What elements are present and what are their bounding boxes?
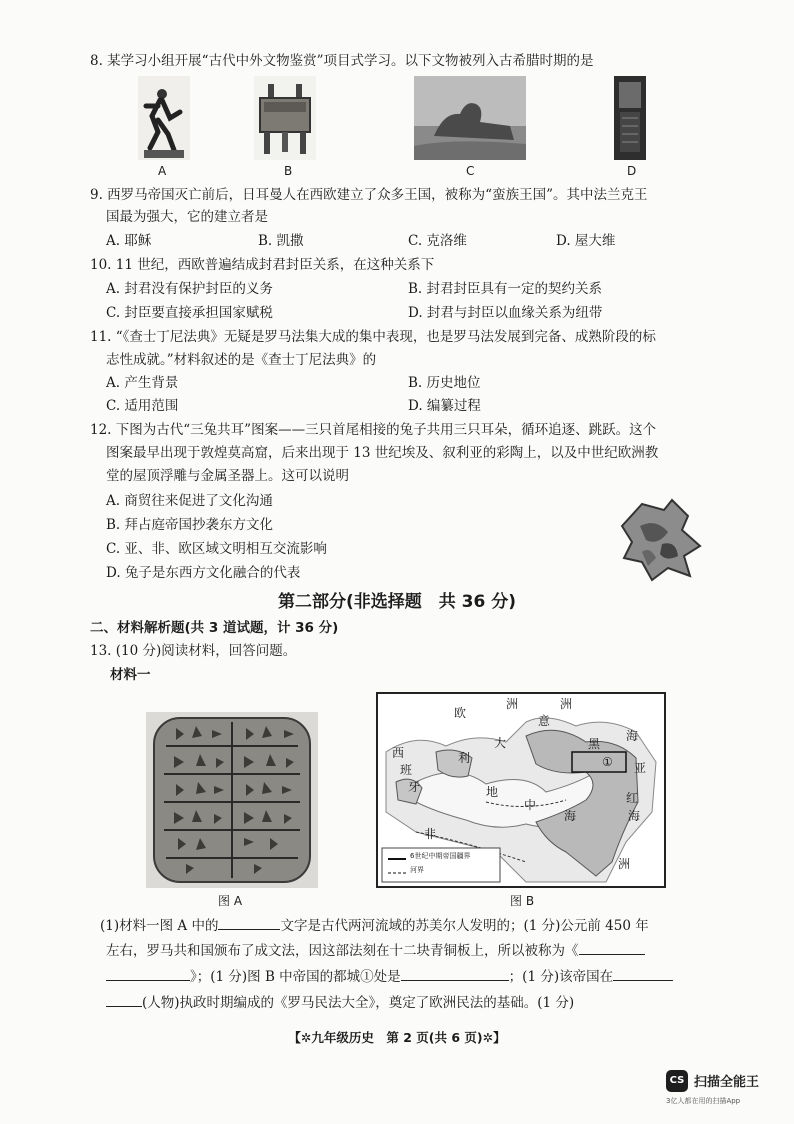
q13-1-text-e: ；(1 分)该帝国在: [508, 969, 614, 985]
sphinx-image: [414, 76, 526, 160]
page-footer: 【✲九年级历史 第 2 页(共 6 页)✲】: [288, 1030, 506, 1045]
map-label-hai3: 海: [628, 809, 641, 823]
q13-1-line4: [106, 992, 574, 1012]
q11-option-a: A. 产生背景: [106, 375, 179, 391]
stele-image: [614, 76, 646, 160]
answer-blank-script[interactable]: [218, 915, 280, 930]
q13-1-text-a: (1)材料一图 A 中的: [100, 918, 219, 934]
q13-1-text-d: 》；(1 分)图 B 中帝国的都城①处是: [190, 969, 401, 985]
figure-b-caption: 图 B: [510, 894, 535, 908]
map-label-yi: 意: [538, 714, 551, 728]
q9-option-b: B. 凯撒: [258, 233, 304, 249]
map-label-da: 大: [494, 736, 507, 750]
q8-stem: 8. 某学习小组开展“古代中外文物鉴赏”项目式学习。以下文物被列入古希腊时期的是: [90, 53, 594, 69]
q13-1-text-c: 左右，罗马共和国颁布了成文法，因这部法刻在十二块青铜板上，所以被称为《: [106, 943, 579, 959]
q9-option-a: A. 耶稣: [106, 233, 152, 249]
map-label-zhou: 洲: [560, 697, 573, 711]
q12-stem-line1: 12. 下图为古代“三兔共耳”图案——三只首尾相接的兔子共用三只耳朵，循环追逐、跳跃。这个: [90, 422, 657, 438]
map-legend-river: 河界: [410, 866, 424, 874]
bronze-ding-image: [254, 76, 316, 160]
q10-option-a: A. 封君没有保护封臣的义务: [106, 281, 273, 297]
map-legend-border: 6世纪中期帝国疆界: [410, 852, 471, 860]
watermark-title: 扫描全能王: [694, 1075, 760, 1090]
q9-stem-line2: 国最为强大，它的建立者是: [106, 209, 268, 225]
q13-1-line3: [106, 966, 673, 986]
q13-1-text-f: (人物)执政时期编成的《罗马民法大全》，奠定了欧洲民法的基础。(1 分): [142, 995, 575, 1011]
q12-stem-line3: 堂的屋顶浮雕与金属圣器上。这可以说明: [106, 468, 349, 484]
figure-a-caption: 图 A: [218, 894, 243, 908]
cs-logo-icon: CS: [666, 1070, 688, 1092]
q9-option-d: D. 屋大维: [556, 233, 616, 249]
q10-option-d: D. 封君与封臣以血缘关系为纽带: [408, 305, 603, 321]
map-label-zhou2: 洲: [618, 857, 631, 871]
q9-stem-line1: 9. 西罗马帝国灭亡前后，日耳曼人在西欧建立了众多王国，被称为“蛮族王国”。其中法兰克王: [90, 187, 648, 203]
answer-blank-ruler-part2[interactable]: [106, 992, 142, 1007]
q9-option-c: C. 克洛维: [408, 233, 467, 249]
map-label-zhong: 中: [524, 798, 537, 812]
q10-option-c: C. 封臣要直接承担国家赋税: [106, 305, 273, 321]
three-rabbits-image: [612, 496, 706, 584]
map-label-ou: 欧: [454, 706, 467, 720]
q12-option-a: A. 商贸往来促进了文化沟通: [106, 493, 273, 509]
map-label-xi: 西: [392, 746, 405, 760]
q8-label-c: C: [466, 164, 475, 178]
answer-blank-ruler-part1[interactable]: [613, 966, 673, 981]
material-one-label: 材料一: [110, 667, 151, 683]
map-label-hai1: 海: [626, 729, 639, 743]
q12-stem-line2: 图案最早出现于敦煌莫高窟，后来出现于 13 世纪埃及、叙利亚的彩陶上，以及中世纪欧洲教: [106, 445, 659, 461]
q8-label-d: D: [627, 164, 637, 178]
q8-label-a: A: [158, 164, 167, 178]
map-label-fei: 非: [424, 827, 437, 841]
q11-stem-line2: 志性成就。”材料叙述的是《查士丁尼法典》的: [106, 352, 377, 368]
q11-option-c: C. 适用范围: [106, 398, 179, 414]
cuneiform-tablet-image: [146, 712, 318, 888]
q13-1-line2: [106, 940, 645, 960]
map-label-hong: 红: [626, 791, 639, 805]
map-label-long: 洲: [506, 697, 519, 711]
map-label-hei: 黑: [588, 737, 601, 751]
q13-1-line1: [100, 915, 649, 935]
answer-blank-law-part2[interactable]: [106, 966, 190, 981]
section-heading: 二、材料解析题(共 3 道试题，计 36 分): [90, 620, 339, 636]
answer-blank-law-part1[interactable]: [579, 940, 645, 955]
q12-option-d: D. 兔子是东西方文化融合的代表: [106, 565, 301, 581]
q10-stem: 10. 11 世纪，西欧普遍结成封君封臣关系，在这种关系下: [90, 257, 435, 273]
scanner-watermark: [666, 1070, 784, 1108]
discobolus-image: [138, 76, 190, 160]
q12-option-c: C. 亚、非、欧区域文明相互交流影响: [106, 541, 327, 557]
map-label-ban: 班: [400, 763, 413, 777]
q13-stem: 13. (10 分)阅读材料，回答问题。: [90, 643, 297, 659]
q11-stem-line1: 11. “《查士丁尼法典》无疑是罗马法集大成的集中表现，也是罗马法发展到完备、成熟阶段的标: [90, 329, 656, 345]
q13-1-text-b: 文字是古代两河流域的苏美尔人发明的；(1 分)公元前 450 年: [280, 918, 649, 934]
map-label-ya: 牙: [408, 780, 421, 794]
map-label-ya2: 亚: [634, 761, 647, 775]
watermark-subtitle: 3亿人都在用的扫描App: [666, 1097, 741, 1105]
map-label-li: 利: [458, 751, 471, 765]
q11-option-b: B. 历史地位: [408, 375, 481, 391]
map-label-hai2: 海: [564, 809, 577, 823]
q10-option-b: B. 封君封臣具有一定的契约关系: [408, 281, 603, 297]
part2-title: 第二部分(非选择题 共 36 分): [277, 592, 517, 612]
map-capital-mark: ①: [602, 755, 613, 769]
q12-option-b: B. 拜占庭帝国抄袭东方文化: [106, 517, 274, 533]
answer-blank-capital[interactable]: [401, 966, 509, 981]
q8-label-b: B: [284, 164, 293, 178]
q11-option-d: D. 编纂过程: [408, 398, 481, 414]
map-label-di: 地: [486, 785, 499, 799]
